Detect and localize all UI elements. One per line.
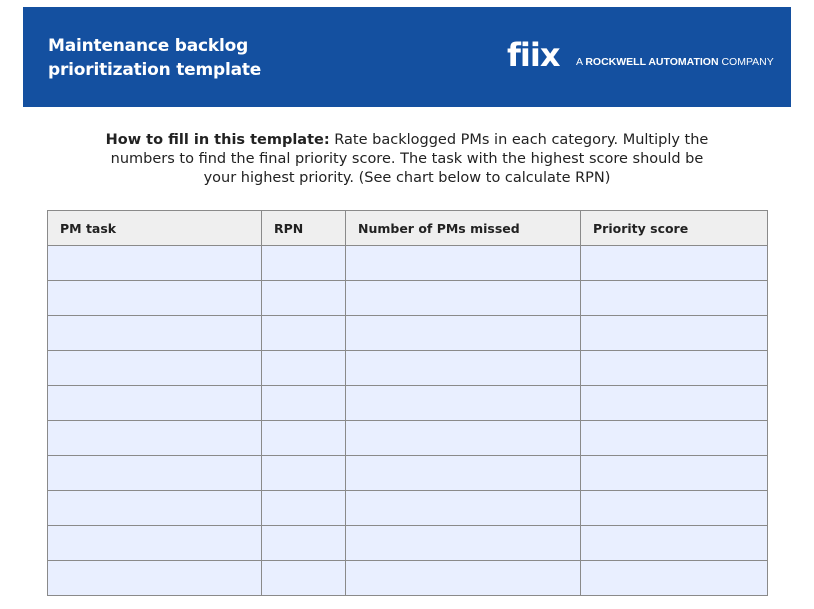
- table-row: [48, 386, 768, 421]
- tagline-prefix: A: [576, 56, 586, 68]
- table-row: [48, 281, 768, 316]
- table-row: [48, 491, 768, 526]
- header-rpn: RPN: [262, 211, 346, 246]
- pms-missed-cell[interactable]: [346, 281, 581, 316]
- rpn-cell[interactable]: [262, 351, 346, 386]
- rpn-cell[interactable]: [262, 246, 346, 281]
- table-header-row: [48, 211, 768, 246]
- priority-score-cell[interactable]: [581, 351, 768, 386]
- instructions-lead: How to fill in this template:: [105, 132, 330, 148]
- table-row: [48, 561, 768, 596]
- priority-score-cell[interactable]: [581, 456, 768, 491]
- pms-missed-cell[interactable]: [346, 351, 581, 386]
- table-row: [48, 316, 768, 351]
- priority-score-cell[interactable]: [581, 316, 768, 351]
- priority-score-cell[interactable]: [581, 491, 768, 526]
- header-pm-task: PM task: [48, 211, 262, 246]
- rpn-cell[interactable]: [262, 491, 346, 526]
- fiix-logo: fiix: [507, 36, 560, 74]
- pms-missed-cell[interactable]: [346, 316, 581, 351]
- instructions-body: Rate backlogged PMs in each category. Multiply the numbers to find the final priority score. The task with the highest score should be your highest priority. (See chart below to calculate RPN): [110, 132, 709, 186]
- table-row: [48, 246, 768, 281]
- pm-task-cell[interactable]: [48, 351, 262, 386]
- pms-missed-cell[interactable]: [346, 561, 581, 596]
- pm-task-cell[interactable]: [48, 421, 262, 456]
- logo-tagline: [576, 55, 774, 69]
- pm-task-cell[interactable]: [48, 316, 262, 351]
- pm-task-cell[interactable]: [48, 281, 262, 316]
- priority-score-cell[interactable]: [581, 281, 768, 316]
- pm-task-cell[interactable]: [48, 491, 262, 526]
- pm-task-cell[interactable]: [48, 456, 262, 491]
- title-line-2: prioritization template: [48, 60, 262, 80]
- table-body: [48, 246, 768, 596]
- priority-score-cell[interactable]: [581, 526, 768, 561]
- rpn-cell[interactable]: [262, 526, 346, 561]
- pms-missed-cell[interactable]: [346, 421, 581, 456]
- table-row: [48, 456, 768, 491]
- priority-score-cell[interactable]: [581, 386, 768, 421]
- rpn-cell[interactable]: [262, 456, 346, 491]
- rpn-cell[interactable]: [262, 316, 346, 351]
- pm-task-cell[interactable]: [48, 246, 262, 281]
- rpn-cell[interactable]: [262, 281, 346, 316]
- rpn-cell[interactable]: [262, 561, 346, 596]
- priority-score-cell[interactable]: [581, 561, 768, 596]
- pms-missed-cell[interactable]: [346, 456, 581, 491]
- document-title: [48, 34, 261, 82]
- tagline-company: ROCKWELL AUTOMATION: [585, 56, 719, 68]
- header-pms-missed: Number of PMs missed: [346, 211, 581, 246]
- pm-task-cell[interactable]: [48, 561, 262, 596]
- rpn-cell[interactable]: [262, 421, 346, 456]
- rpn-cell[interactable]: [262, 386, 346, 421]
- table-row: [48, 526, 768, 561]
- pms-missed-cell[interactable]: [346, 386, 581, 421]
- priority-score-cell[interactable]: [581, 246, 768, 281]
- header-banner: [23, 7, 791, 107]
- pm-task-cell[interactable]: [48, 386, 262, 421]
- priority-score-cell[interactable]: [581, 421, 768, 456]
- table-row: [48, 351, 768, 386]
- tagline-suffix: COMPANY: [718, 56, 774, 68]
- pms-missed-cell[interactable]: [346, 491, 581, 526]
- pms-missed-cell[interactable]: [346, 526, 581, 561]
- backlog-table-container: [47, 210, 767, 596]
- header-priority-score: Priority score: [581, 211, 768, 246]
- table-row: [48, 421, 768, 456]
- title-line-1: Maintenance backlog: [48, 36, 249, 56]
- backlog-table: [47, 210, 768, 596]
- pms-missed-cell[interactable]: [346, 246, 581, 281]
- instructions-paragraph: [100, 131, 714, 188]
- pm-task-cell[interactable]: [48, 526, 262, 561]
